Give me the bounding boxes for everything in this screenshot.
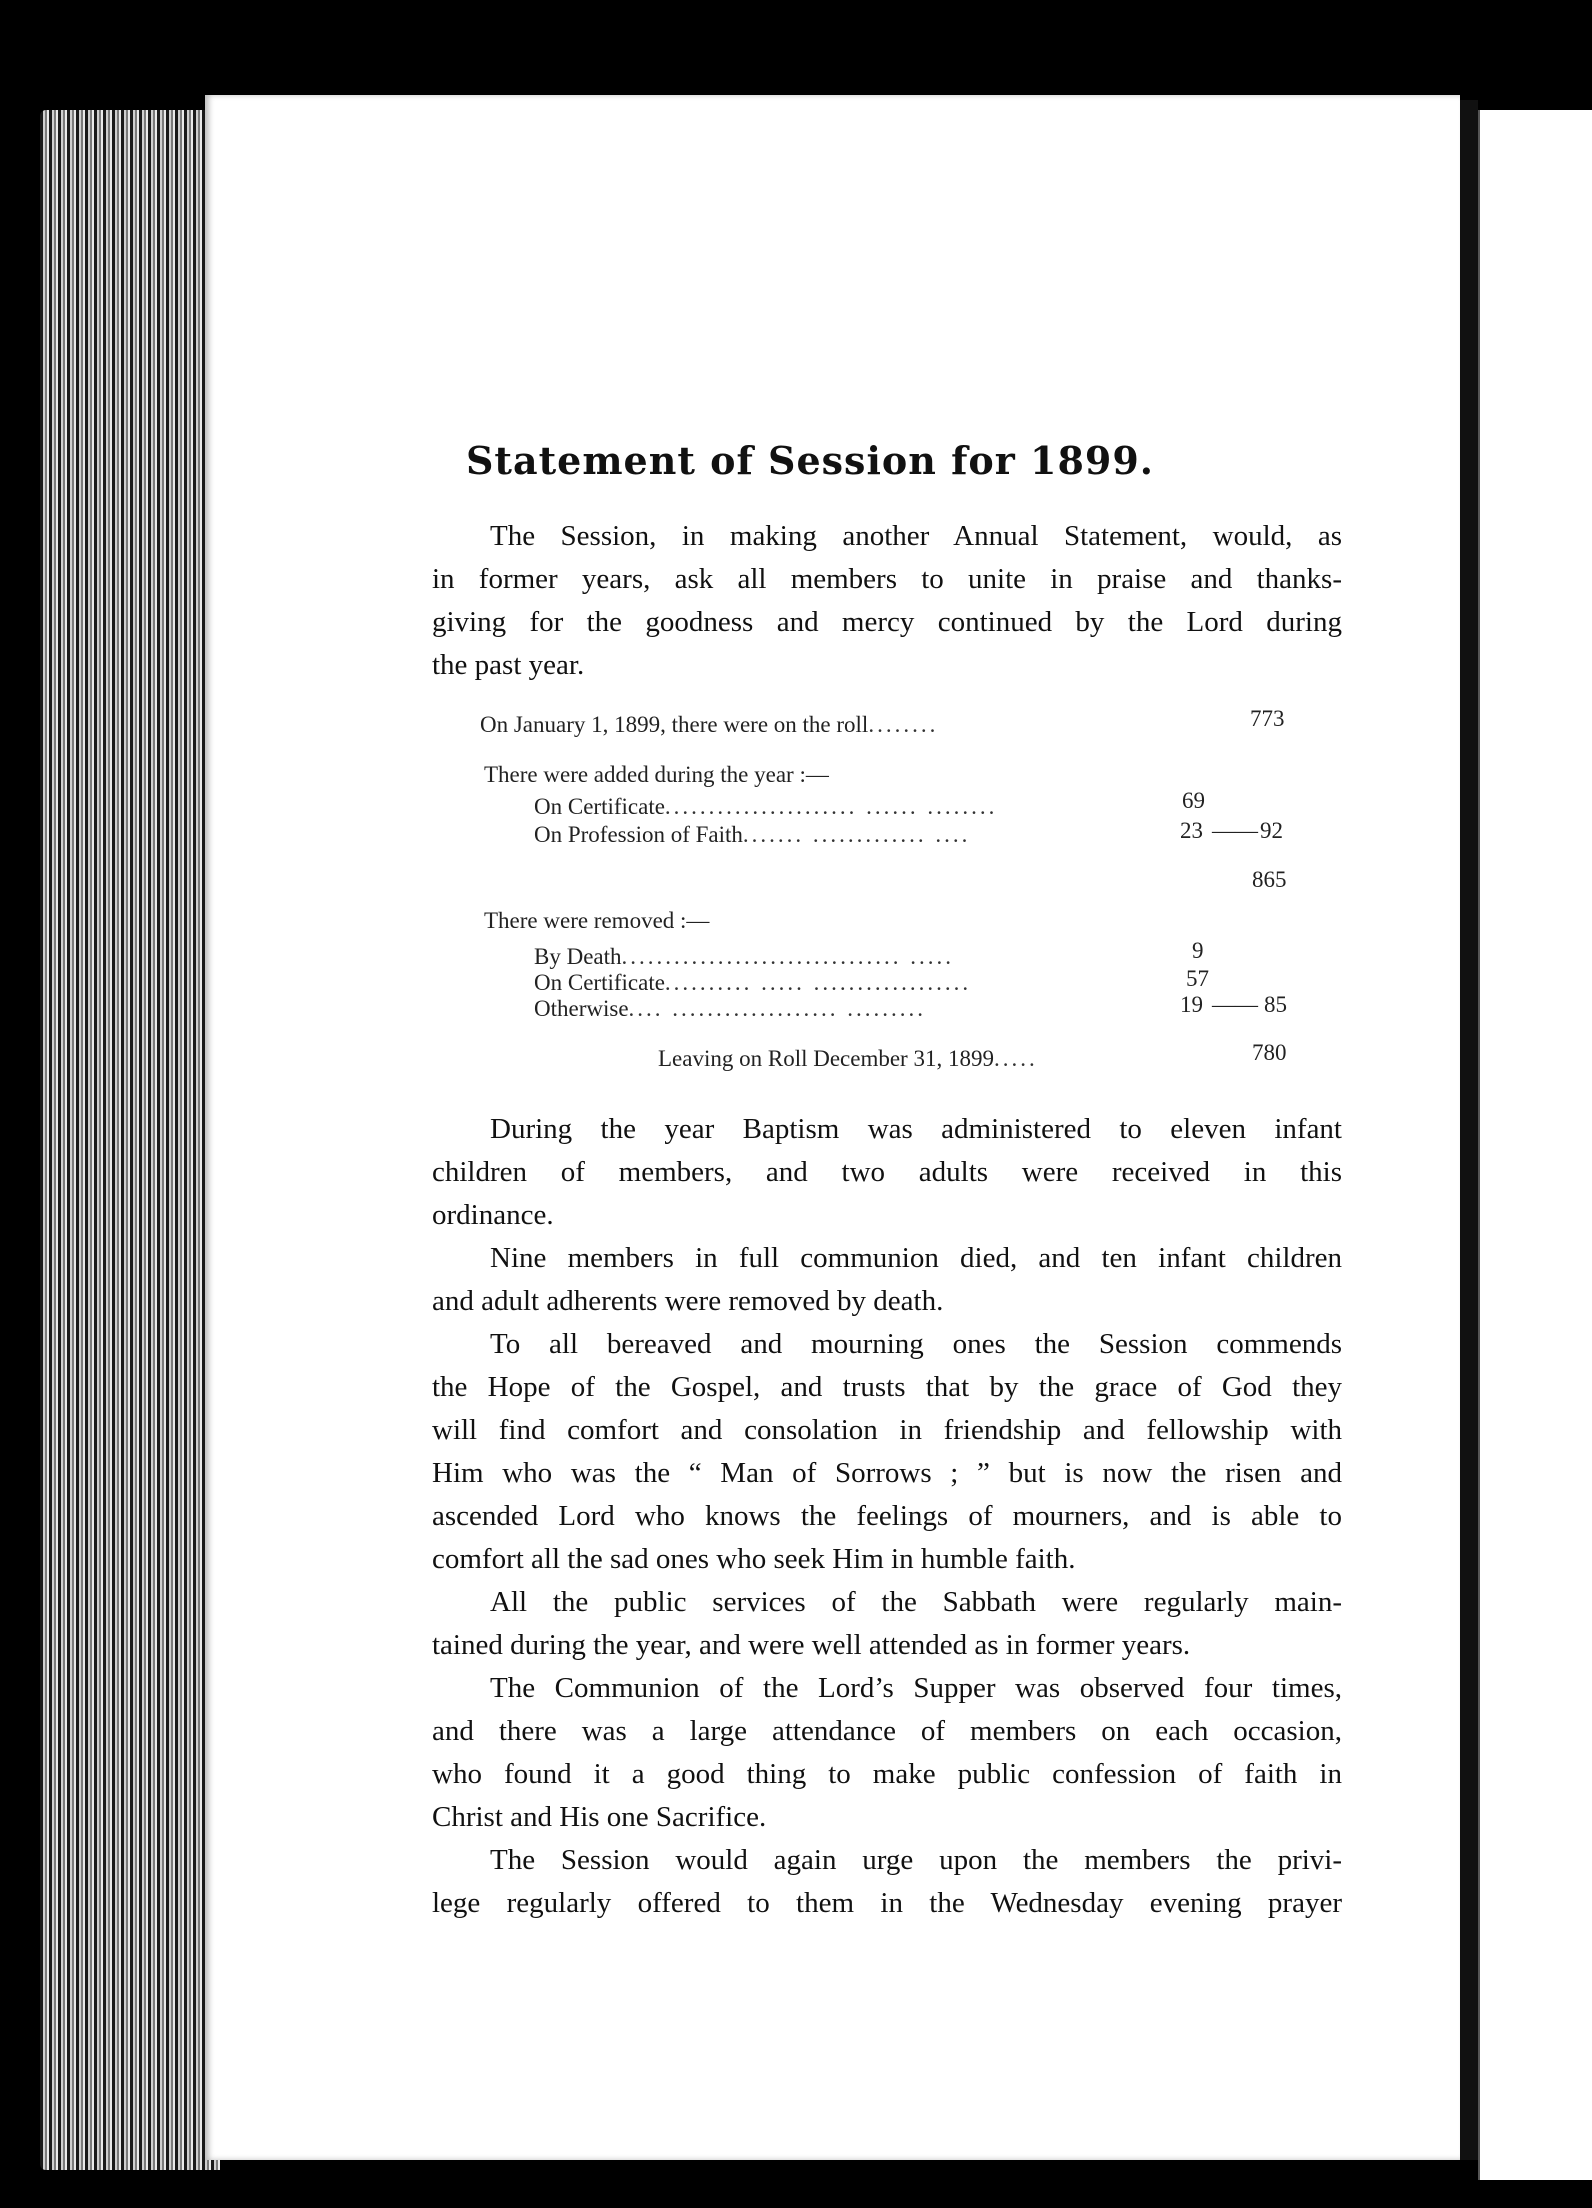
next-page-edge bbox=[1480, 110, 1592, 2180]
paragraph-deaths bbox=[432, 1237, 1342, 1323]
text-line: children of members, and two adults were received in this bbox=[432, 1156, 1342, 1188]
leader-dots: .... ................... ......... bbox=[628, 996, 927, 1021]
removed-total: 85 bbox=[1264, 992, 1287, 1017]
text-line: the Hope of the Gospel, and trusts that by the grace of God they bbox=[432, 1371, 1342, 1403]
text-line: Him who was the “ Man of Sorrows ; ” but is now the risen and bbox=[432, 1457, 1342, 1489]
added-total: 92 bbox=[1260, 818, 1283, 843]
removed-label: On Certificate bbox=[534, 970, 665, 995]
leader-dots: ...................... ...... ........ bbox=[664, 794, 998, 819]
removed-value: 57 bbox=[1186, 966, 1209, 991]
leader-dots: ................................ ..... bbox=[621, 944, 955, 969]
dash: —— bbox=[1212, 992, 1258, 1017]
closing-roll-value: 780 bbox=[1252, 1040, 1287, 1065]
text-line: During the year Baptism was administered to eleven infant bbox=[490, 1113, 1342, 1145]
subtotal-value: 865 bbox=[1252, 867, 1287, 892]
leader-dots: ..... bbox=[993, 1046, 1038, 1071]
book-page-edges bbox=[40, 110, 220, 2170]
added-label: On Certificate bbox=[534, 794, 665, 819]
paragraph-prayer-meeting bbox=[432, 1839, 1342, 1925]
paragraph-services bbox=[432, 1581, 1342, 1667]
removed-row bbox=[534, 996, 926, 1022]
text-line: the past year. bbox=[432, 649, 585, 681]
removed-label: By Death bbox=[534, 944, 622, 969]
text-line: ascended Lord who knows the feelings of mourners, and is able to bbox=[432, 1500, 1342, 1532]
text-line: The Session would again urge upon the members the privi- bbox=[490, 1844, 1342, 1876]
dash: —— bbox=[1212, 818, 1258, 843]
removed-value: 9 bbox=[1192, 938, 1204, 963]
text-line: Nine members in full communion died, and ten infant children bbox=[490, 1242, 1342, 1274]
text-line: ordinance. bbox=[432, 1199, 554, 1231]
added-value: 69 bbox=[1182, 788, 1205, 813]
text-line: The Session, in making another Annual Statement, would, as bbox=[490, 520, 1342, 552]
leader-dots: ........ bbox=[868, 712, 939, 737]
text-line: who found it a good thing to make public confession of faith in bbox=[432, 1758, 1342, 1790]
added-row bbox=[534, 822, 970, 848]
paragraph-communion bbox=[432, 1667, 1342, 1839]
closing-roll-row bbox=[658, 1046, 1038, 1072]
book-gutter bbox=[1460, 100, 1478, 2160]
text-line: lege regularly offered to them in the Wednesday evening prayer bbox=[432, 1887, 1342, 1919]
removed-row bbox=[534, 970, 971, 996]
text-line: Christ and His one Sacrifice. bbox=[432, 1801, 767, 1833]
removed-value: 19 bbox=[1180, 992, 1203, 1017]
text-line: To all bereaved and mourning ones the Session commends bbox=[490, 1328, 1342, 1360]
added-row bbox=[534, 794, 997, 820]
text-line: and there was a large attendance of members on each occasion, bbox=[432, 1715, 1342, 1747]
added-label: On Profession of Faith bbox=[534, 822, 743, 847]
text-line: The Communion of the Lord’s Supper was observed four times, bbox=[490, 1672, 1342, 1704]
body-text bbox=[432, 1108, 1342, 1925]
removed-heading: There were removed :— bbox=[484, 908, 710, 933]
text-line: All the public services of the Sabbath were regularly main- bbox=[490, 1586, 1342, 1618]
paragraph-bereaved bbox=[432, 1323, 1342, 1581]
added-value: 23 bbox=[1180, 818, 1203, 843]
closing-roll-label: Leaving on Roll December 31, 1899 bbox=[658, 1046, 994, 1071]
text-line: comfort all the sad ones who seek Him in humble faith. bbox=[432, 1543, 1076, 1575]
text-line: giving for the goodness and mercy continued by the Lord during bbox=[432, 606, 1342, 638]
paragraph-baptism bbox=[432, 1108, 1342, 1237]
intro-paragraph bbox=[432, 515, 1342, 687]
leader-dots: .......... ..... .................. bbox=[664, 970, 972, 995]
opening-roll-value: 773 bbox=[1250, 706, 1285, 731]
added-heading: There were added during the year :— bbox=[484, 762, 829, 787]
removed-row bbox=[534, 944, 954, 970]
text-line: and adult adherents were removed by death. bbox=[432, 1285, 944, 1317]
text-line: tained during the year, and were well attended as in former years. bbox=[432, 1629, 1191, 1661]
text-line: in former years, ask all members to unite in praise and thanks- bbox=[432, 563, 1342, 595]
opening-roll-row bbox=[480, 712, 938, 738]
page-title: Statement of Session for 1899. bbox=[465, 438, 1155, 483]
opening-roll-label: On January 1, 1899, there were on the roll bbox=[480, 712, 869, 737]
leader-dots: ....... ............. .... bbox=[742, 822, 971, 847]
text-line: will find comfort and consolation in friendship and fellowship with bbox=[432, 1414, 1342, 1446]
removed-label: Otherwise bbox=[534, 996, 629, 1021]
